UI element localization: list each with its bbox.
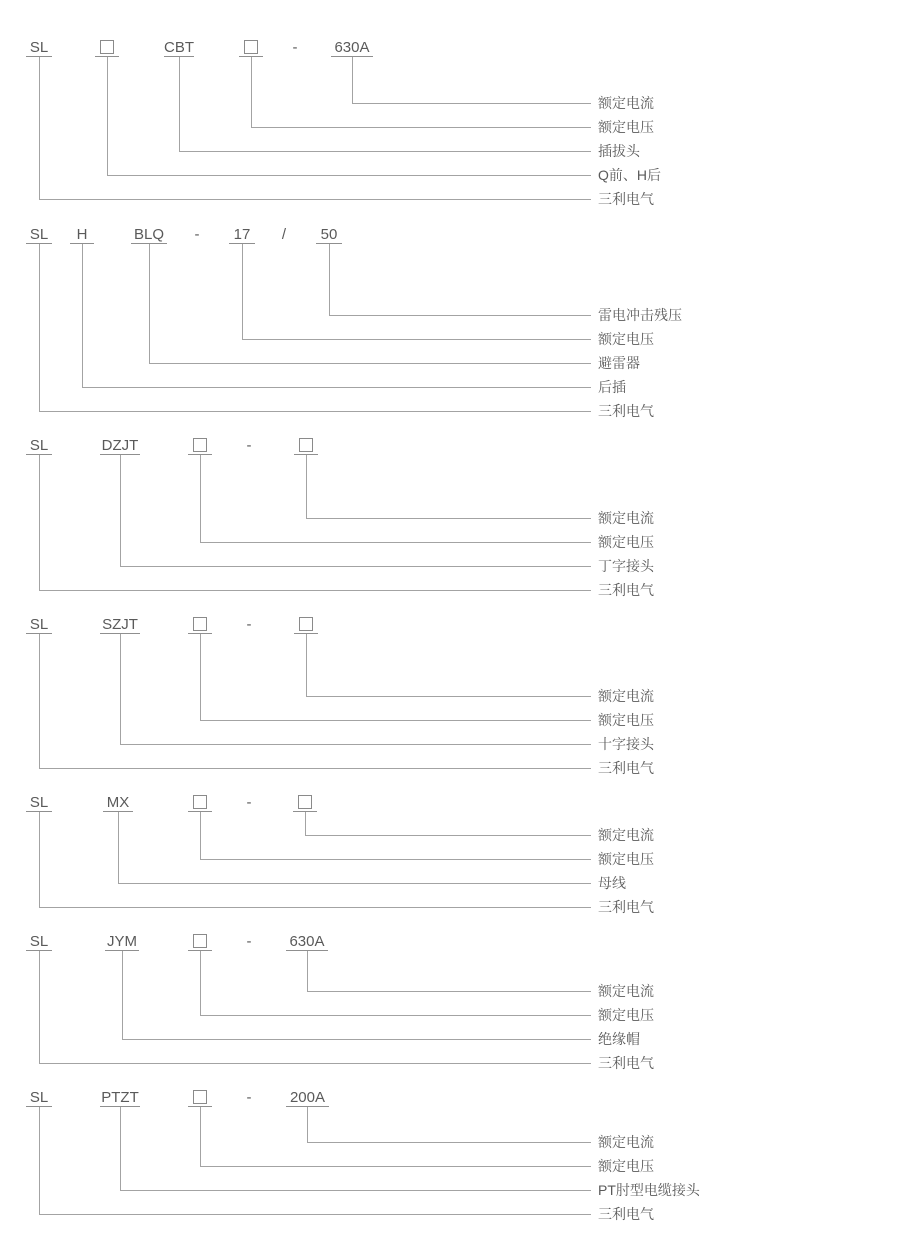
- model-token-sl: SL: [26, 794, 52, 812]
- connector-line-vertical: [200, 812, 201, 859]
- connector-line-horizontal: [200, 1166, 591, 1167]
- placeholder-box: [188, 933, 212, 951]
- model-token-sl: SL: [26, 616, 52, 634]
- connector-line-vertical: [307, 951, 308, 991]
- model-token-mx: MX: [103, 794, 133, 812]
- connector-line-vertical: [200, 634, 201, 720]
- connector-line-vertical: [120, 455, 121, 566]
- connector-line-vertical: [149, 244, 150, 363]
- connector-line-horizontal: [39, 199, 591, 200]
- connector-line-vertical: [200, 1107, 201, 1166]
- segment-label: 绝缘帽: [598, 1031, 640, 1047]
- placeholder-box: [188, 794, 212, 812]
- connector-line-vertical: [107, 57, 108, 175]
- segment-label: Q前、H后: [598, 167, 661, 183]
- connector-line-horizontal: [200, 542, 591, 543]
- connector-line-horizontal: [352, 103, 591, 104]
- connector-line-vertical: [39, 951, 40, 1063]
- placeholder-square-icon: [193, 438, 207, 452]
- connector-line-vertical: [122, 951, 123, 1039]
- separator-dash: -: [246, 933, 252, 950]
- connector-line-vertical: [305, 812, 306, 835]
- connector-line-horizontal: [39, 768, 591, 769]
- connector-line-vertical: [306, 455, 307, 518]
- connector-line-vertical: [82, 244, 83, 387]
- model-token-h: H: [70, 226, 94, 244]
- segment-label: 额定电流: [598, 688, 654, 704]
- connector-line-vertical: [200, 951, 201, 1015]
- connector-line-vertical: [39, 812, 40, 907]
- segment-label: 额定电流: [598, 1134, 654, 1150]
- separator-dash: -: [194, 226, 200, 243]
- placeholder-square-icon: [299, 438, 313, 452]
- separator-dash: -: [246, 616, 252, 633]
- connector-line-horizontal: [39, 1063, 591, 1064]
- segment-label: 额定电流: [598, 95, 654, 111]
- connector-line-vertical: [307, 1107, 308, 1142]
- placeholder-square-icon: [193, 934, 207, 948]
- connector-line-horizontal: [329, 315, 591, 316]
- placeholder-box: [188, 1089, 212, 1107]
- connector-line-vertical: [242, 244, 243, 339]
- placeholder-box: [239, 39, 263, 57]
- model-token-jym: JYM: [107, 933, 137, 950]
- segment-label: 额定电压: [598, 851, 654, 867]
- connector-line-vertical: [179, 57, 180, 151]
- connector-line-vertical: [329, 244, 330, 315]
- placeholder-box: [294, 437, 318, 455]
- model-token-blq: BLQ: [131, 226, 167, 244]
- placeholder-box: [293, 794, 317, 812]
- connector-line-horizontal: [242, 339, 591, 340]
- segment-label: 额定电压: [598, 534, 654, 550]
- placeholder-box: [188, 616, 212, 634]
- placeholder-box: [188, 437, 212, 455]
- segment-label: 三利电气: [598, 760, 654, 776]
- connector-line-horizontal: [149, 363, 591, 364]
- connector-line-horizontal: [39, 907, 591, 908]
- placeholder-square-icon: [193, 1090, 207, 1104]
- placeholder-box: [95, 39, 119, 57]
- segment-label: 母线: [598, 875, 626, 891]
- segment-label: 额定电流: [598, 827, 654, 843]
- segment-label: 额定电流: [598, 510, 654, 526]
- connector-line-horizontal: [179, 151, 591, 152]
- segment-label: 三利电气: [598, 899, 654, 915]
- model-token-50: 50: [316, 226, 342, 244]
- separator-dash: -: [246, 1089, 252, 1106]
- segment-label: 插拔头: [598, 143, 640, 159]
- model-token-630a: 630A: [331, 39, 373, 57]
- separator-dash: -: [246, 437, 252, 454]
- connector-line-horizontal: [39, 590, 591, 591]
- connector-line-horizontal: [305, 835, 591, 836]
- model-token-sl: SL: [26, 39, 52, 57]
- connector-line-vertical: [251, 57, 252, 127]
- model-token-200a: 200A: [286, 1089, 329, 1107]
- model-token-630a: 630A: [286, 933, 328, 951]
- connector-line-horizontal: [251, 127, 591, 128]
- separator-dash: -: [292, 39, 298, 56]
- segment-label: 额定电压: [598, 712, 654, 728]
- connector-line-horizontal: [307, 1142, 591, 1143]
- connector-line-vertical: [118, 812, 119, 883]
- connector-line-horizontal: [306, 696, 591, 697]
- placeholder-square-icon: [100, 40, 114, 54]
- connector-line-vertical: [39, 634, 40, 768]
- model-token-dzjt: DZJT: [101, 437, 139, 454]
- connector-line-horizontal: [200, 859, 591, 860]
- segment-label: 避雷器: [598, 355, 640, 371]
- connector-line-horizontal: [118, 883, 591, 884]
- segment-label: 三利电气: [598, 1055, 654, 1071]
- connector-line-horizontal: [122, 1039, 591, 1040]
- connector-line-horizontal: [39, 411, 591, 412]
- segment-label: 额定电压: [598, 331, 654, 347]
- segment-label: 额定电压: [598, 119, 654, 135]
- segment-label: 三利电气: [598, 403, 654, 419]
- model-token-17: 17: [229, 226, 255, 244]
- connector-line-horizontal: [307, 991, 591, 992]
- connector-line-horizontal: [120, 744, 591, 745]
- separator-slash: /: [281, 226, 287, 243]
- connector-line-horizontal: [82, 387, 591, 388]
- placeholder-square-icon: [299, 617, 313, 631]
- placeholder-box: [294, 616, 318, 634]
- segment-label: 三利电气: [598, 191, 654, 207]
- model-token-sl: SL: [26, 226, 52, 244]
- placeholder-square-icon: [193, 795, 207, 809]
- connector-line-horizontal: [120, 566, 591, 567]
- segment-label: 后插: [598, 379, 626, 395]
- segment-label: 十字接头: [598, 736, 654, 752]
- segment-label: 额定电压: [598, 1158, 654, 1174]
- connector-line-horizontal: [120, 1190, 591, 1191]
- segment-label: 额定电压: [598, 1007, 654, 1023]
- placeholder-square-icon: [298, 795, 312, 809]
- placeholder-square-icon: [244, 40, 258, 54]
- model-token-cbt: CBT: [164, 39, 194, 56]
- connector-line-vertical: [352, 57, 353, 103]
- segment-label: 丁字接头: [598, 558, 654, 574]
- segment-label: 雷电冲击残压: [598, 307, 682, 323]
- model-token-ptzt: PTZT: [101, 1089, 139, 1106]
- segment-label: 三利电气: [598, 1206, 654, 1222]
- model-token-sl: SL: [26, 1089, 52, 1107]
- connector-line-vertical: [200, 455, 201, 542]
- segment-label: 额定电流: [598, 983, 654, 999]
- connector-line-vertical: [120, 634, 121, 744]
- model-token-sl: SL: [26, 437, 52, 455]
- connector-line-vertical: [39, 57, 40, 199]
- placeholder-square-icon: [193, 617, 207, 631]
- connector-line-vertical: [39, 1107, 40, 1214]
- connector-line-vertical: [39, 244, 40, 411]
- connector-line-horizontal: [39, 1214, 591, 1215]
- connector-line-horizontal: [200, 720, 591, 721]
- connector-line-horizontal: [306, 518, 591, 519]
- connector-line-vertical: [39, 455, 40, 590]
- model-token-szjt: SZJT: [100, 616, 140, 634]
- connector-line-horizontal: [107, 175, 591, 176]
- connector-line-vertical: [306, 634, 307, 696]
- segment-label: 三利电气: [598, 582, 654, 598]
- connector-line-horizontal: [200, 1015, 591, 1016]
- segment-label: PT肘型电缆接头: [598, 1182, 700, 1198]
- separator-dash: -: [246, 794, 252, 811]
- model-token-sl: SL: [26, 933, 52, 951]
- connector-line-vertical: [120, 1107, 121, 1190]
